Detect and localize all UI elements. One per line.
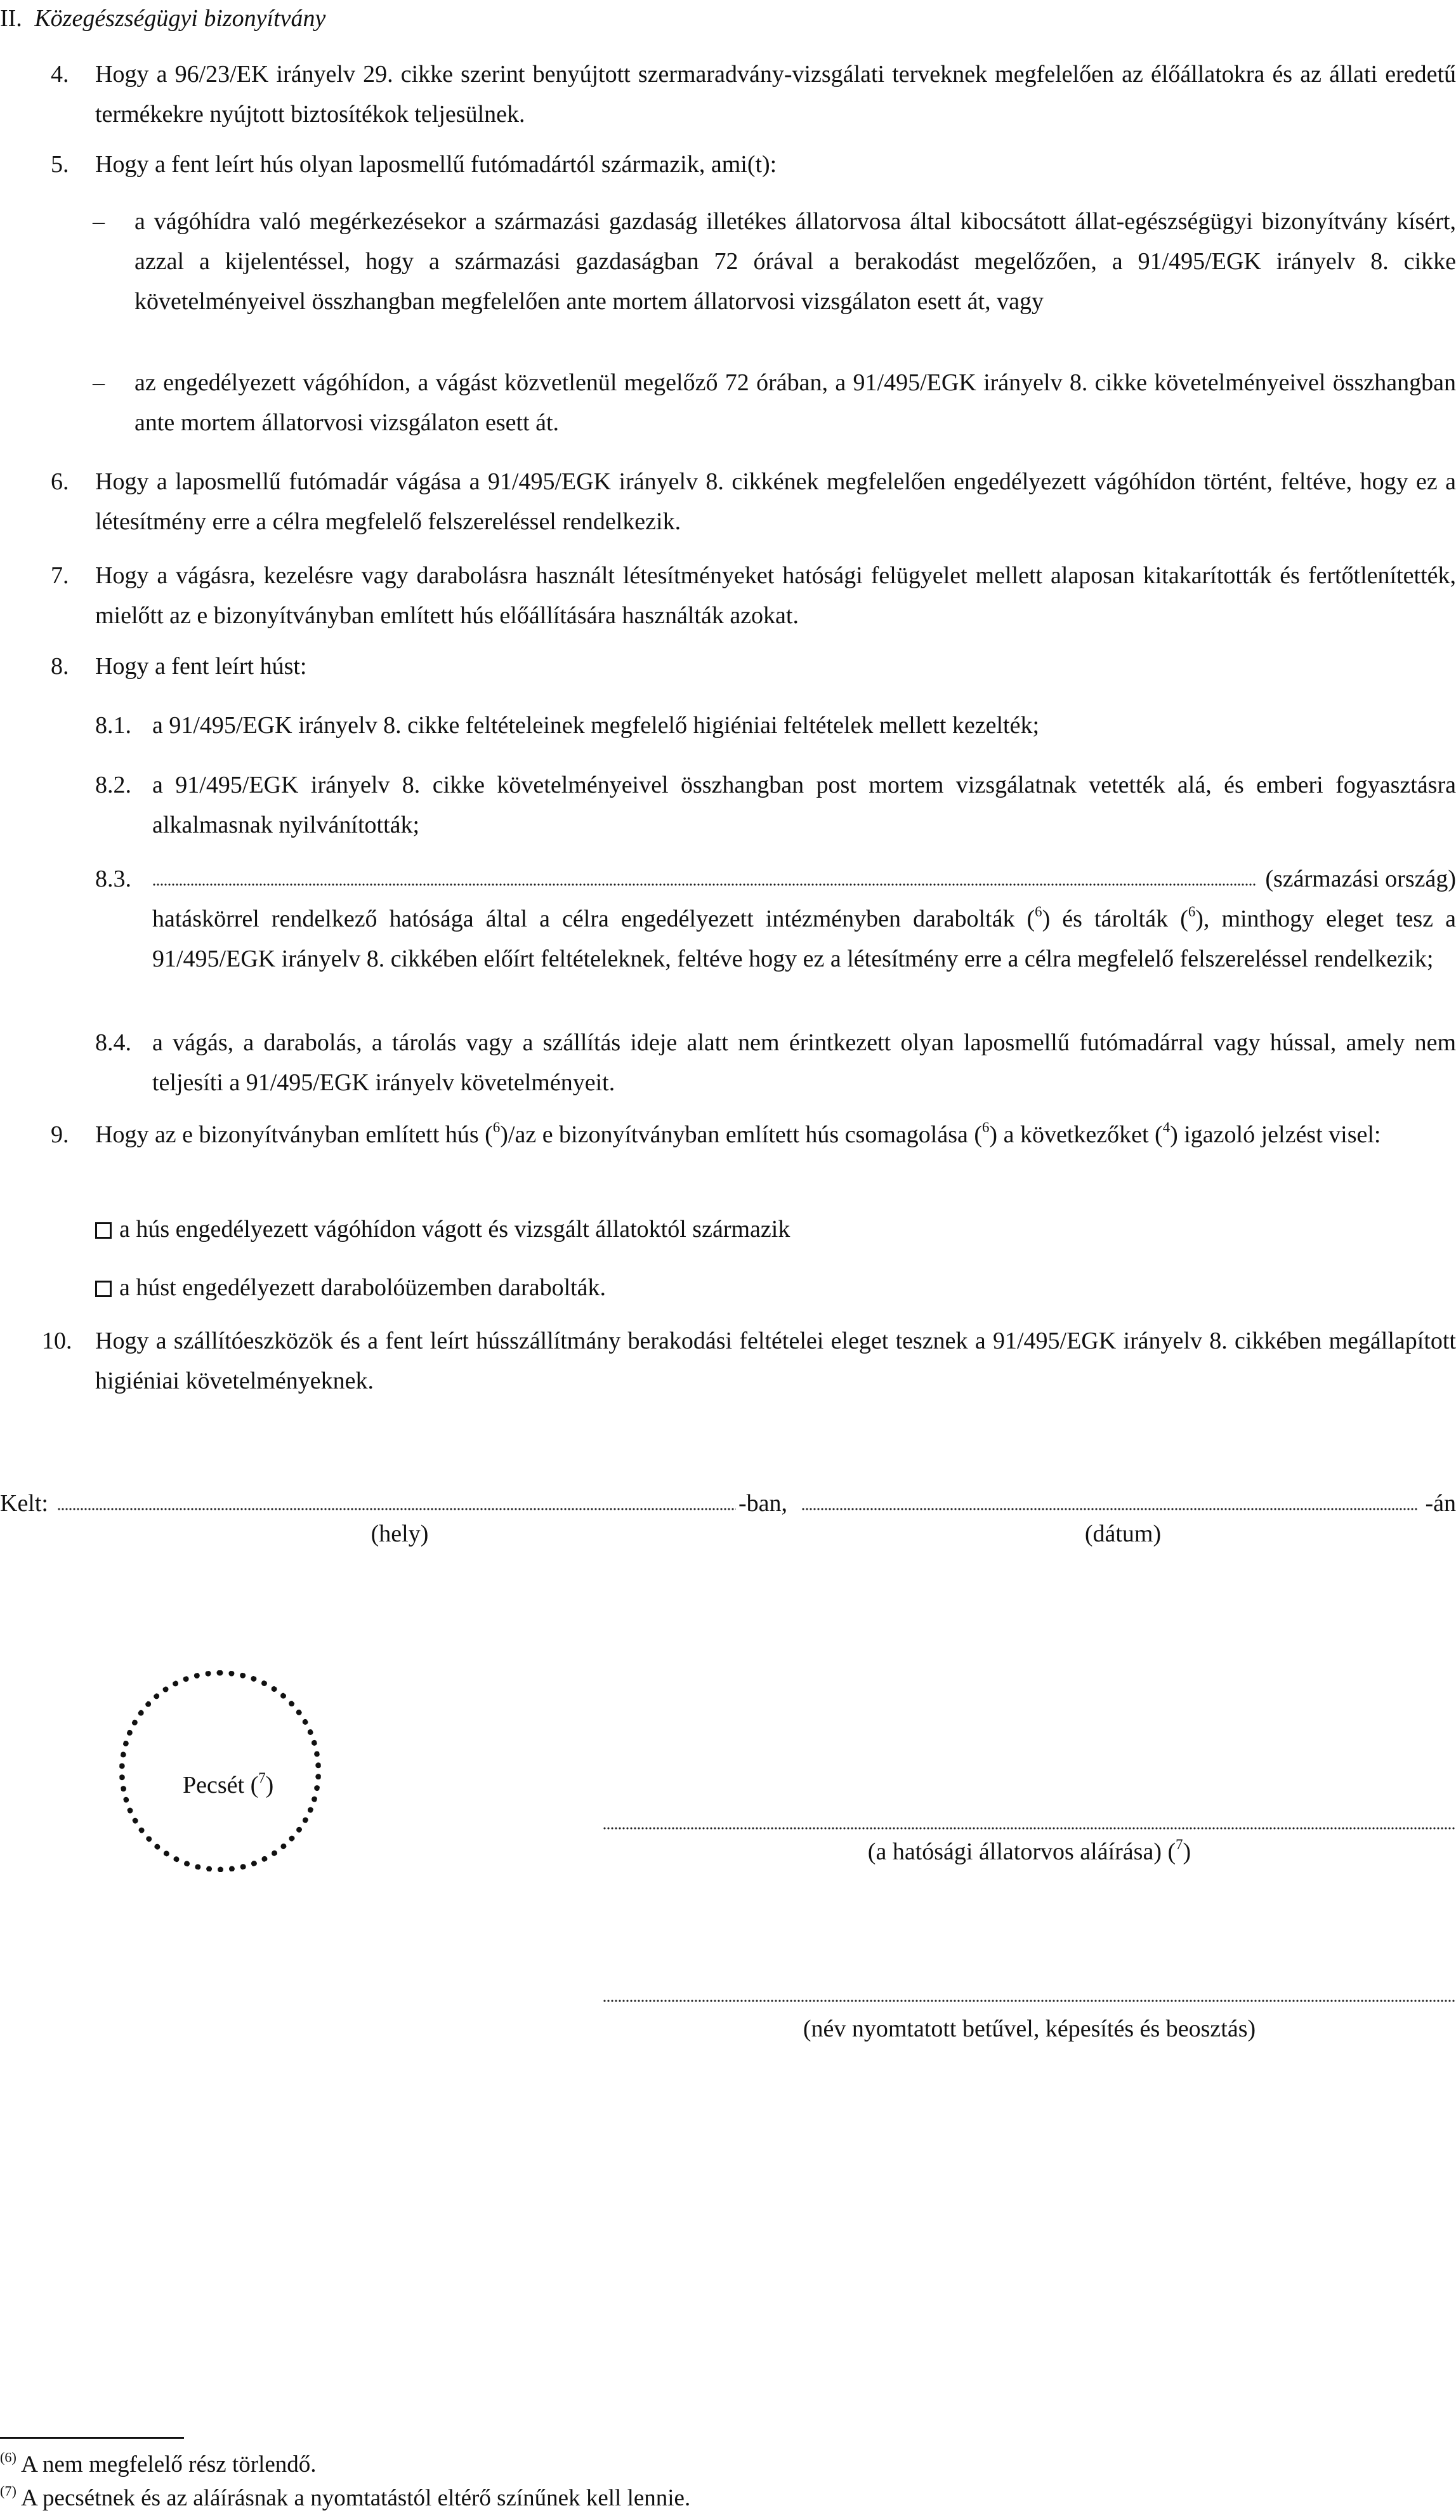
item-number: 9. xyxy=(51,1121,69,1148)
item-text: Hogy az e bizonyítványban említett hús ($^6$)/az e bizonyítványban említett hús csomagolása ($^6$) a következőket ($^4$) igazoló jelzést visel: xyxy=(95,1119,1381,1148)
footnote-6: $^{(6)}$ A nem megfelelő rész törlendő. xyxy=(0,2449,317,2477)
checkbox[interactable] xyxy=(95,1281,112,1297)
country-label: (származási ország) xyxy=(1265,866,1456,892)
item-9-option-b xyxy=(95,1268,606,1308)
date-label: (dátum) xyxy=(1084,1521,1162,1547)
item-text: Hogy a laposmellű futómadár vágása a 91/495/EGK irányelv 8. cikkének megfelelően engedélyezett vágóhídon történt, feltéve, hogy ez a létesítmény erre a célra megfelelő felszereléssel rendelkezik. xyxy=(95,468,1456,535)
item-text: a 91/495/EGK irányelv 8. cikke feltételeinek megfelelő higiéniai feltételek mellett kezelték; xyxy=(152,712,1040,739)
section-heading xyxy=(0,0,325,39)
item-8-3-text: hatáskörrel rendelkező hatósága által a célra engedélyezett intézményben darabolták ($^6$) és tárolták ($^6$), minthogy eleget tesz a 91/495/EGK irányelv 8. cikkében előírt feltételeknek, feltéve hogy ez a létesítmény erre a célra megfelelő felszereléssel rendelkezik; xyxy=(152,904,1456,972)
signature-label: (a hatósági állatorvos aláírása) ($^7$) xyxy=(867,1837,1191,1865)
dash-marker: – xyxy=(93,208,105,235)
footnote-separator xyxy=(0,2437,184,2439)
item-number: 10. xyxy=(42,1328,72,1354)
name-fill-line xyxy=(603,1996,1456,2003)
date-fill-line xyxy=(801,1505,1417,1511)
item-text: Hogy a szállítóeszközök és a fent leírt hússzállítmány berakodási feltételei eleget tesznek a 91/495/EGK irányelv 8. cikkében megállapított higiéniai követelményeknek. xyxy=(95,1328,1456,1394)
footnote-7: $^{(7)}$ A pecsétnek és az aláírásnak a nyomtatástól eltérő színűnek kell lennie. xyxy=(0,2483,691,2511)
signature-fill-line xyxy=(603,1824,1456,1830)
item-text: Hogy a fent leírt hús olyan laposmellű futómadártól származik, ami(t): xyxy=(95,151,777,178)
country-line xyxy=(152,859,1456,899)
option-text: a húst engedélyezett darabolóüzemben darabolták. xyxy=(119,1274,607,1301)
ban-suffix: -ban, xyxy=(738,1490,788,1517)
item-text xyxy=(152,859,1456,979)
item-text: a vágóhídra való megérkezésekor a származási gazdaság illetékes állatorvosa által kibocsátott állat-egészségügyi bizonyítvány kísért, azzal a kijelentéssel, hogy a származási gazdaságban 72 órával a berakodást megelőzően, a 91/495/EGK irányelv 8. cikke követelményeivel összhangban megfelelően ante mortem állatorvosi vizsgálaton esett át, vagy xyxy=(134,208,1456,315)
checkbox[interactable] xyxy=(95,1222,112,1239)
item-text: a 91/495/EGK irányelv 8. cikke követelményeivel összhangban post mortem vizsgálatnak vetették alá, és emberi fogyasztásra alkalmasnak nyilvánították; xyxy=(152,772,1456,838)
date-place-line xyxy=(0,1484,1456,1524)
item-text: Hogy a fent leírt húst: xyxy=(95,653,307,680)
item-number: 4. xyxy=(51,61,69,88)
stamp-label: Pecsét ($^7$) xyxy=(183,1770,274,1798)
an-suffix: -án xyxy=(1425,1490,1456,1517)
item-number: 8.4. xyxy=(95,1029,131,1056)
option-text: a hús engedélyezett vágóhídon vágott és vizsgált állatoktól származik xyxy=(119,1216,790,1243)
item-number: 8.3. xyxy=(95,866,131,892)
item-number: 8. xyxy=(51,653,69,680)
place-fill-line xyxy=(57,1505,736,1511)
item-number: 8.1. xyxy=(95,712,131,739)
item-text: az engedélyezett vágóhídon, a vágást közvetlenül megelőző 72 órában, a 91/495/EGK irányelv 8. cikke követelményeivel összhangban ante mortem állatorvosi vizsgálaton esett át. xyxy=(134,369,1456,436)
item-number: 7. xyxy=(51,562,69,589)
item-text: a vágás, a darabolás, a tárolás vagy a szállítás ideje alatt nem érintkezett olyan laposmellű futómadárral vagy hússal, amely nem teljesíti a 91/495/EGK irányelv követelményeit. xyxy=(152,1029,1456,1096)
kelt-label: Kelt: xyxy=(0,1490,48,1517)
name-label: (név nyomtatott betűvel, képesítés és beosztás) xyxy=(803,2015,1256,2042)
section-title: Közegészségügyi bizonyítvány xyxy=(34,5,326,32)
item-number: 5. xyxy=(51,151,69,178)
item-number: 6. xyxy=(51,468,69,495)
item-number: 8.2. xyxy=(95,772,131,798)
country-fill-line xyxy=(152,880,1256,887)
item-text: Hogy a vágásra, kezelésre vagy darabolásra használt létesítményeket hatósági felügyelet mellett alaposan kitakarították és fertőtlenítették, mielőtt az e bizonyítványban említett hús előállítására használták azokat. xyxy=(95,562,1456,629)
item-text: Hogy a 96/23/EK irányelv 29. cikke szerint benyújtott szermaradvány-vizsgálati terveknek megfelelően az élőállatokra és az állati eredetű termékekre nyújtott biztosítékok teljesülnek. xyxy=(95,61,1456,128)
place-label: (hely) xyxy=(371,1521,429,1547)
section-roman: II. xyxy=(0,5,22,32)
dash-marker: – xyxy=(93,369,105,396)
item-9-option-a xyxy=(95,1210,790,1250)
